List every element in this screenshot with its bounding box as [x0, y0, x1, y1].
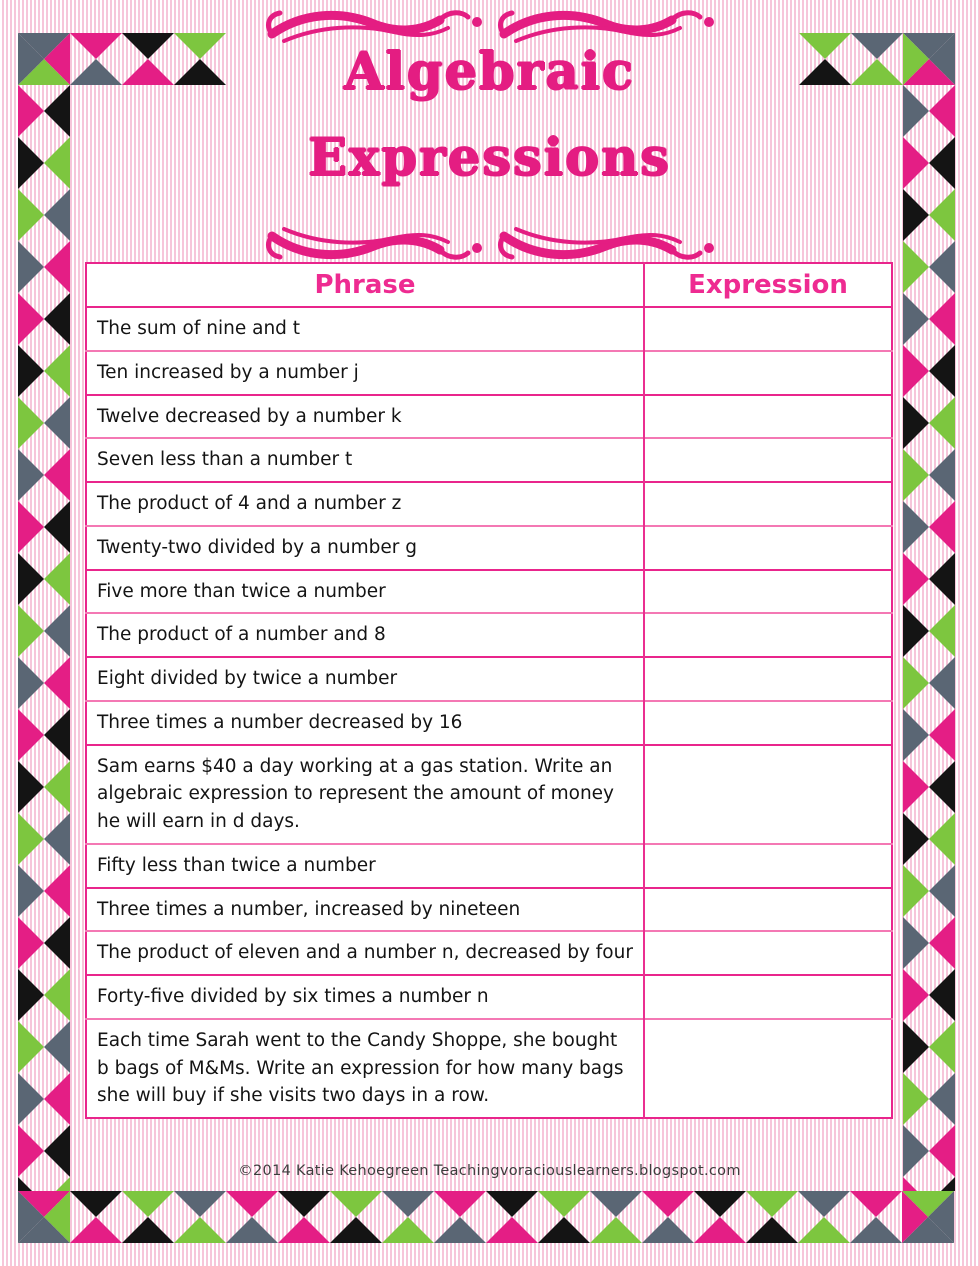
quilt-square [903, 917, 955, 969]
expression-cell [644, 351, 892, 395]
quilt-triangle [226, 1191, 278, 1217]
quilt-square [18, 605, 70, 657]
phrase-cell: The product of eleven and a number n, decreased by four [86, 931, 644, 975]
quilt-triangle [18, 865, 44, 917]
quilt-triangle [642, 1217, 694, 1243]
quilt-triangle [18, 345, 44, 397]
quilt-triangle [44, 449, 70, 501]
quilt-border-bottom [18, 1191, 955, 1243]
phrase-cell: Forty-five divided by six times a number n [86, 975, 644, 1019]
column-header-expression: Expression [644, 263, 892, 307]
quilt-triangle [929, 189, 955, 241]
quilt-triangle [798, 1191, 850, 1217]
quilt-square [18, 501, 70, 553]
quilt-triangle [18, 761, 44, 813]
phrase-cell: Eight divided by twice a number [86, 657, 644, 701]
quilt-triangle [903, 1177, 929, 1191]
quilt-triangle [44, 605, 70, 657]
quilt-square [122, 1191, 174, 1243]
quilt-triangle [642, 1191, 694, 1217]
table-row [86, 438, 892, 482]
quilt-square [538, 1191, 590, 1243]
quilt-triangle [903, 345, 929, 397]
quilt-triangle [929, 293, 955, 345]
quilt-triangle [18, 917, 44, 969]
table-row [86, 482, 892, 526]
quilt-square [902, 1191, 954, 1243]
quilt-triangle [929, 1021, 955, 1073]
quilt-triangle [929, 761, 955, 813]
table-row [86, 570, 892, 614]
quilt-square [903, 709, 955, 761]
quilt-triangle [18, 969, 44, 1021]
quilt-square [18, 1191, 70, 1243]
quilt-triangle [44, 1073, 70, 1125]
quilt-triangle [44, 657, 70, 709]
expression-cell [644, 844, 892, 888]
expression-cell [644, 570, 892, 614]
quilt-triangle [18, 501, 44, 553]
quilt-triangle [694, 1217, 746, 1243]
quilt-triangle [850, 1191, 902, 1217]
quilt-square [903, 969, 955, 1021]
quilt-square [18, 969, 70, 1021]
quilt-square [18, 241, 70, 293]
quilt-triangle [903, 189, 929, 241]
quilt-square [903, 1177, 955, 1191]
quilt-triangle [44, 397, 70, 449]
quilt-triangle [903, 657, 929, 709]
quilt-triangle [903, 293, 929, 345]
expression-cell [644, 888, 892, 932]
quilt-triangle [18, 293, 44, 345]
quilt-triangle [850, 1217, 902, 1243]
phrase-cell: The product of 4 and a number z [86, 482, 644, 526]
quilt-triangle [18, 605, 44, 657]
quilt-triangle [226, 1217, 278, 1243]
quilt-triangle [903, 917, 929, 969]
quilt-triangle [903, 449, 929, 501]
quilt-square [903, 865, 955, 917]
quilt-triangle [44, 865, 70, 917]
quilt-triangle [330, 1191, 382, 1217]
quilt-triangle [798, 1217, 850, 1243]
quilt-triangle [18, 189, 44, 241]
table-row [86, 307, 892, 351]
flourish-icon [264, 222, 716, 262]
quilt-triangle [18, 657, 44, 709]
quilt-triangle [18, 1073, 44, 1125]
quilt-triangle [486, 1191, 538, 1217]
quilt-triangle [44, 813, 70, 865]
quilt-triangle [44, 917, 70, 969]
table-row [86, 613, 892, 657]
quilt-triangle [929, 917, 955, 969]
quilt-triangle [929, 1073, 955, 1125]
expression-cell [644, 438, 892, 482]
quilt-triangle [486, 1217, 538, 1243]
quilt-triangle [694, 1191, 746, 1217]
quilt-triangle [746, 1191, 798, 1217]
phrase-cell: Sam earns $40 a day working at a gas station. Write an algebraic expression to represent the amount of money he will earn in d days. [86, 745, 644, 844]
quilt-triangle [929, 813, 955, 865]
phrase-cell: Each time Sarah went to the Candy Shoppe, she bought b bags of M&Ms. Write an expression for how many bags she will buy if she visits two days in a row. [86, 1019, 644, 1118]
quilt-triangle [538, 1217, 590, 1243]
quilt-triangle [44, 553, 70, 605]
quilt-triangle [903, 397, 929, 449]
quilt-triangle [929, 345, 955, 397]
quilt-triangle [903, 605, 929, 657]
quilt-triangle [538, 1191, 590, 1217]
quilt-triangle [44, 241, 70, 293]
quilt-triangle [929, 449, 955, 501]
quilt-square [903, 449, 955, 501]
quilt-triangle [903, 865, 929, 917]
expression-cell [644, 307, 892, 351]
quilt-square [18, 397, 70, 449]
quilt-triangle [44, 709, 70, 761]
quilt-square [18, 1177, 70, 1191]
quilt-square [18, 293, 70, 345]
table-row [86, 975, 892, 1019]
quilt-square [18, 1021, 70, 1073]
quilt-square [18, 449, 70, 501]
quilt-triangle [434, 1191, 486, 1217]
expression-cell [644, 1019, 892, 1118]
quilt-triangle [929, 1177, 955, 1191]
quilt-square [18, 917, 70, 969]
phrase-cell: Seven less than a number t [86, 438, 644, 482]
table-row [86, 526, 892, 570]
table-row [86, 1019, 892, 1118]
quilt-triangle [903, 1021, 929, 1073]
table-header-row [86, 263, 892, 307]
quilt-square [903, 1021, 955, 1073]
quilt-triangle [18, 1021, 44, 1073]
quilt-triangle [903, 813, 929, 865]
quilt-square [903, 189, 955, 241]
table-row [86, 888, 892, 932]
table-row [86, 395, 892, 439]
quilt-triangle [902, 1191, 928, 1243]
quilt-square [903, 761, 955, 813]
quilt-triangle [382, 1191, 434, 1217]
table-row [86, 701, 892, 745]
quilt-triangle [330, 1217, 382, 1243]
quilt-triangle [18, 1191, 44, 1243]
quilt-triangle [44, 969, 70, 1021]
quilt-triangle [903, 709, 929, 761]
quilt-triangle [903, 553, 929, 605]
quilt-square [18, 553, 70, 605]
quilt-triangle [929, 865, 955, 917]
phrase-cell: Ten increased by a number j [86, 351, 644, 395]
quilt-square [18, 813, 70, 865]
quilt-square [382, 1191, 434, 1243]
table-row [86, 931, 892, 975]
quilt-square [694, 1191, 746, 1243]
phrase-cell: The product of a number and 8 [86, 613, 644, 657]
quilt-square [903, 813, 955, 865]
expression-cell [644, 657, 892, 701]
quilt-triangle [903, 1073, 929, 1125]
quilt-triangle [44, 189, 70, 241]
quilt-square [486, 1191, 538, 1243]
quilt-square [18, 657, 70, 709]
quilt-triangle [929, 501, 955, 553]
quilt-triangle [174, 1191, 226, 1217]
quilt-triangle [434, 1217, 486, 1243]
quilt-triangle [44, 501, 70, 553]
quilt-square [850, 1191, 902, 1243]
page-title-line1: Algebraic [343, 42, 636, 102]
quilt-triangle [18, 1177, 44, 1191]
quilt-square [798, 1191, 850, 1243]
quilt-triangle [382, 1217, 434, 1243]
quilt-square [903, 241, 955, 293]
expression-cell [644, 613, 892, 657]
quilt-triangle [122, 1191, 174, 1217]
quilt-square [434, 1191, 486, 1243]
quilt-triangle [278, 1217, 330, 1243]
quilt-triangle [929, 241, 955, 293]
quilt-border-left [18, 85, 70, 1191]
phrase-cell: Five more than twice a number [86, 570, 644, 614]
quilt-square [746, 1191, 798, 1243]
quilt-square [903, 293, 955, 345]
quilt-square [18, 189, 70, 241]
phrase-cell: Twenty-two divided by a number g [86, 526, 644, 570]
expression-cell [644, 975, 892, 1019]
column-header-phrase: Phrase [86, 263, 644, 307]
quilt-triangle [929, 709, 955, 761]
quilt-triangle [18, 709, 44, 761]
table-row [86, 657, 892, 701]
quilt-triangle [278, 1191, 330, 1217]
table-row [86, 745, 892, 844]
quilt-triangle [44, 293, 70, 345]
expression-cell [644, 482, 892, 526]
quilt-triangle [929, 605, 955, 657]
expression-cell [644, 745, 892, 844]
quilt-triangle [18, 449, 44, 501]
phrase-cell: Three times a number decreased by 16 [86, 701, 644, 745]
quilt-triangle [929, 553, 955, 605]
quilt-triangle [929, 657, 955, 709]
phrase-cell: Three times a number, increased by nineteen [86, 888, 644, 932]
table-row [86, 844, 892, 888]
quilt-square [18, 709, 70, 761]
quilt-square [642, 1191, 694, 1243]
quilt-triangle [903, 761, 929, 813]
quilt-square [903, 657, 955, 709]
phrase-expression-table [85, 262, 893, 1119]
table-row [86, 351, 892, 395]
quilt-triangle [929, 397, 955, 449]
quilt-square [590, 1191, 642, 1243]
expression-cell [644, 526, 892, 570]
quilt-square [903, 345, 955, 397]
phrase-cell: The sum of nine and t [97, 318, 301, 339]
quilt-triangle [174, 1217, 226, 1243]
quilt-square [18, 865, 70, 917]
quilt-square [903, 501, 955, 553]
quilt-triangle [590, 1191, 642, 1217]
quilt-triangle [44, 1177, 70, 1191]
quilt-border-right [903, 85, 955, 1191]
quilt-square [70, 1191, 122, 1243]
expression-cell [644, 931, 892, 975]
quilt-square [903, 397, 955, 449]
quilt-square [278, 1191, 330, 1243]
quilt-triangle [746, 1217, 798, 1243]
quilt-triangle [44, 761, 70, 813]
quilt-square [18, 1073, 70, 1125]
quilt-triangle [18, 241, 44, 293]
quilt-triangle [18, 553, 44, 605]
quilt-square [903, 1073, 955, 1125]
expression-cell [644, 395, 892, 439]
quilt-square [903, 605, 955, 657]
expression-cell [644, 701, 892, 745]
phrase-cell: Fifty less than twice a number [86, 844, 644, 888]
quilt-triangle [903, 969, 929, 1021]
quilt-square [18, 761, 70, 813]
quilt-square [174, 1191, 226, 1243]
quilt-square [18, 345, 70, 397]
quilt-triangle [18, 813, 44, 865]
page-title-line2: Expressions [308, 128, 671, 188]
quilt-square [226, 1191, 278, 1243]
quilt-triangle [929, 969, 955, 1021]
quilt-triangle [44, 1021, 70, 1073]
quilt-triangle [70, 1191, 122, 1217]
copyright-text: ©2014 Katie Kehoegreen Teachingvoraciouslearners.blogspot.com [238, 1163, 741, 1179]
quilt-square [903, 553, 955, 605]
quilt-triangle [18, 397, 44, 449]
quilt-triangle [122, 1217, 174, 1243]
quilt-triangle [903, 241, 929, 293]
quilt-triangle [590, 1217, 642, 1243]
quilt-triangle [44, 345, 70, 397]
quilt-square [330, 1191, 382, 1243]
quilt-triangle [70, 1217, 122, 1243]
quilt-triangle [903, 501, 929, 553]
phrase-cell: Twelve decreased by a number k [86, 395, 644, 439]
